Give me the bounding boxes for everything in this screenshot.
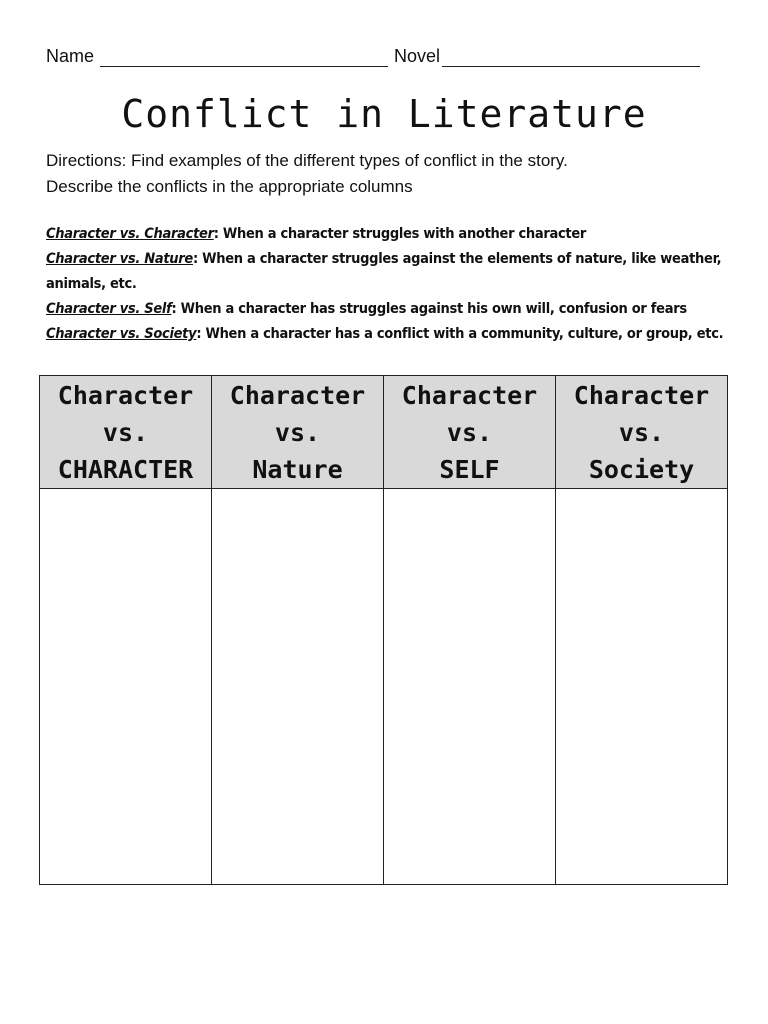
answer-cell-nature[interactable] <box>212 489 384 884</box>
column-header-self <box>384 376 556 489</box>
column-header-line: vs. <box>274 417 321 447</box>
page-title: Conflict in Literature <box>121 92 647 136</box>
definition-self <box>46 297 736 322</box>
answer-cell-self[interactable] <box>384 489 556 884</box>
directions <box>46 148 736 200</box>
column-header-line: vs. <box>618 417 665 447</box>
definition-character <box>46 222 736 247</box>
column-header-character <box>40 376 212 489</box>
column-header-line: Character <box>401 380 538 410</box>
column-header-nature <box>212 376 384 489</box>
definition-term: Character vs. Self <box>46 301 172 317</box>
definition-text: : When a character struggles against the elements of nature, like weather, animals, etc. <box>46 251 722 292</box>
column-header-line: Character <box>57 380 194 410</box>
definitions-list <box>46 222 736 347</box>
definition-society <box>46 322 736 347</box>
definition-term: Character vs. Society <box>46 326 197 342</box>
answer-cell-character[interactable] <box>40 489 212 884</box>
column-header-line: Society <box>588 454 695 484</box>
novel-label: Novel <box>394 46 441 66</box>
column-header-line: vs. <box>102 417 149 447</box>
novel-blank[interactable] <box>442 48 700 67</box>
column-header-line: Character <box>229 380 366 410</box>
column-header-line: Character <box>573 380 710 410</box>
definition-text: : When a character has struggles against his own will, confusion or fears <box>171 301 687 317</box>
column-header-line: SELF <box>439 454 500 484</box>
column-header-line: vs. <box>446 417 493 447</box>
definition-term: Character vs. Character <box>46 226 214 242</box>
definition-text: : When a character struggles with another character <box>213 226 587 242</box>
definition-nature <box>46 247 736 297</box>
directions-line-2: Describe the conflicts in the appropriate columns <box>46 177 413 196</box>
definition-text: : When a character has a conflict with a community, culture, or group, etc. <box>196 326 724 342</box>
name-blank[interactable] <box>100 48 388 67</box>
definition-term: Character vs. Nature <box>46 251 193 267</box>
conflict-table <box>39 375 728 885</box>
name-label: Name <box>46 46 95 66</box>
name-novel-line <box>46 46 736 67</box>
column-header-line: CHARACTER <box>57 454 194 484</box>
directions-line-1: Directions: Find examples of the different types of conflict in the story. <box>46 151 568 170</box>
column-header-line: Nature <box>252 454 343 484</box>
answer-cell-society[interactable] <box>556 489 727 884</box>
column-header-society <box>556 376 727 489</box>
